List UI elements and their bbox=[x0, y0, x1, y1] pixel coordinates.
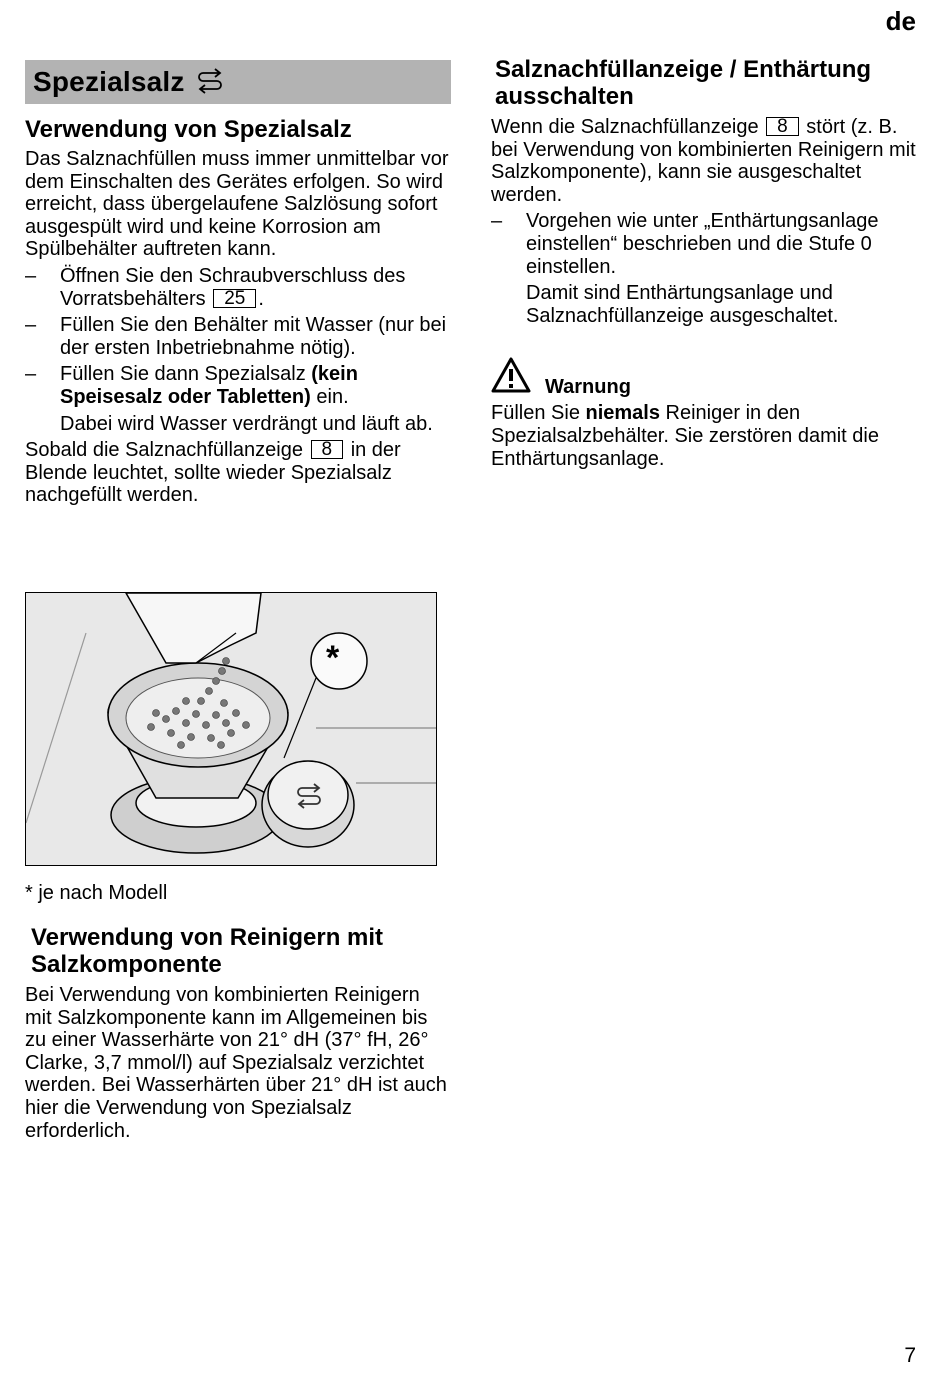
closing-paragraph bbox=[25, 439, 451, 507]
closing-text-end: in der Blende leuchtet, sollte wieder Spezialsalz nachgefüllt werden. bbox=[25, 439, 401, 507]
warning-text-end: Reiniger in den Spezialsalzbehälter. Sie zerstören damit die Enthärtungsanlage. bbox=[491, 402, 879, 470]
warning-triangle-icon bbox=[491, 357, 531, 398]
list-item: – Vorgehen wie unter „Enthärtungsanlage einstellen“ beschrieben und die Stufe 0 einstellen. bbox=[491, 210, 921, 278]
list-item: – Öffnen Sie den Schraubverschluss des Vorratsbehälters 25 . bbox=[25, 264, 406, 310]
heading-usage: Verwendung von Spezialsalz bbox=[25, 116, 352, 143]
closing-text: Sobald die Salznachfüllanzeige bbox=[25, 439, 303, 462]
intro-paragraph: Das Salznachfüllen muss immer unmittelbar vor dem Einschalten des Gerätes erfolgen. So wird erreicht, dass übergelaufene Salzlösung sofort ausgespült wird und keine Korrosion am Spülbehälter auftreten kann. bbox=[25, 148, 449, 261]
item-number-box: 8 bbox=[311, 440, 344, 459]
illustration-drawing bbox=[26, 593, 436, 865]
indicator-text: Wenn die Salznachfüllanzeige bbox=[491, 116, 759, 138]
section-title: Spezialsalz bbox=[33, 66, 185, 97]
step-bold: (kein Speisesalz oder Tabletten) bbox=[60, 363, 358, 408]
step-text: Vorgehen wie unter „Enthärtungsanlage einstellen“ beschrieben und die Stufe 0 einstellen. bbox=[526, 210, 879, 278]
warning-header bbox=[491, 357, 921, 398]
step-text: Öffnen Sie den Schraubverschluss des Vorratsbehälters bbox=[60, 264, 406, 310]
warning-paragraph bbox=[491, 402, 921, 470]
item-number-box: 8 bbox=[766, 117, 799, 136]
footnote: * je nach Modell bbox=[25, 882, 168, 904]
step-note: Dabei wird Wasser verdrängt und läuft ab. bbox=[60, 412, 433, 435]
heading-indicator: Salznachfüllanzeige / Enthärtung ausschalten bbox=[495, 56, 872, 110]
warning-text: Füllen Sie bbox=[491, 402, 580, 425]
list-item: – Füllen Sie dann Spezialsalz (kein Speisesalz oder Tabletten) ein. bbox=[25, 363, 358, 408]
right-column bbox=[491, 56, 921, 470]
list-item: – Füllen Sie den Behälter mit Wasser (nur bei der ersten Inbetriebnahme nötig). bbox=[25, 314, 451, 359]
step-text: Füllen Sie dann Spezialsalz bbox=[60, 363, 306, 386]
indicator-paragraph bbox=[491, 116, 921, 206]
figure-star-callout: * bbox=[326, 639, 340, 677]
cap-salt-icon bbox=[298, 784, 320, 808]
left-column bbox=[25, 60, 451, 507]
detergent-paragraph: Bei Verwendung von kombinierten Reinigern mit Salzkomponente kann im Allgemeinen bis zu einer Wasserhärte von 21° dH (37° fH, 26° Clarke, 3,7 mmol/l) auf Spezialsalz verzichtet werden. Bei Wasserhärten über 21° dH ist auch hier die Verwendung von Spezialsalz erforderlich. bbox=[25, 984, 447, 1142]
step-text: Füllen Sie den Behälter mit Wasser (nur bei der ersten Inbetriebnahme nötig). bbox=[60, 314, 447, 359]
step-end: . bbox=[258, 287, 264, 310]
item-number-box: 25 bbox=[213, 289, 256, 308]
heading-detergent: Verwendung von Reinigern mit Salzkomponente bbox=[31, 924, 384, 978]
warning-bold: niemals bbox=[585, 402, 660, 425]
section-header-special-salt bbox=[25, 60, 451, 104]
page-number: 7 bbox=[904, 1344, 916, 1367]
indicator-text-end: stört (z. B. bei Verwendung von kombinierten Reinigern mit Salzkomponente), kann sie ausgeschaltet werden. bbox=[491, 116, 916, 206]
salt-filling-illustration bbox=[25, 592, 437, 866]
language-code: de bbox=[885, 6, 916, 36]
salt-icon bbox=[195, 68, 225, 96]
warning-title: Warnung bbox=[545, 376, 631, 399]
step-note: Damit sind Enthärtungsanlage und Salznachfüllanzeige ausgeschaltet. bbox=[526, 282, 839, 327]
detergent-section bbox=[25, 924, 451, 1142]
step-end: ein. bbox=[316, 385, 349, 408]
